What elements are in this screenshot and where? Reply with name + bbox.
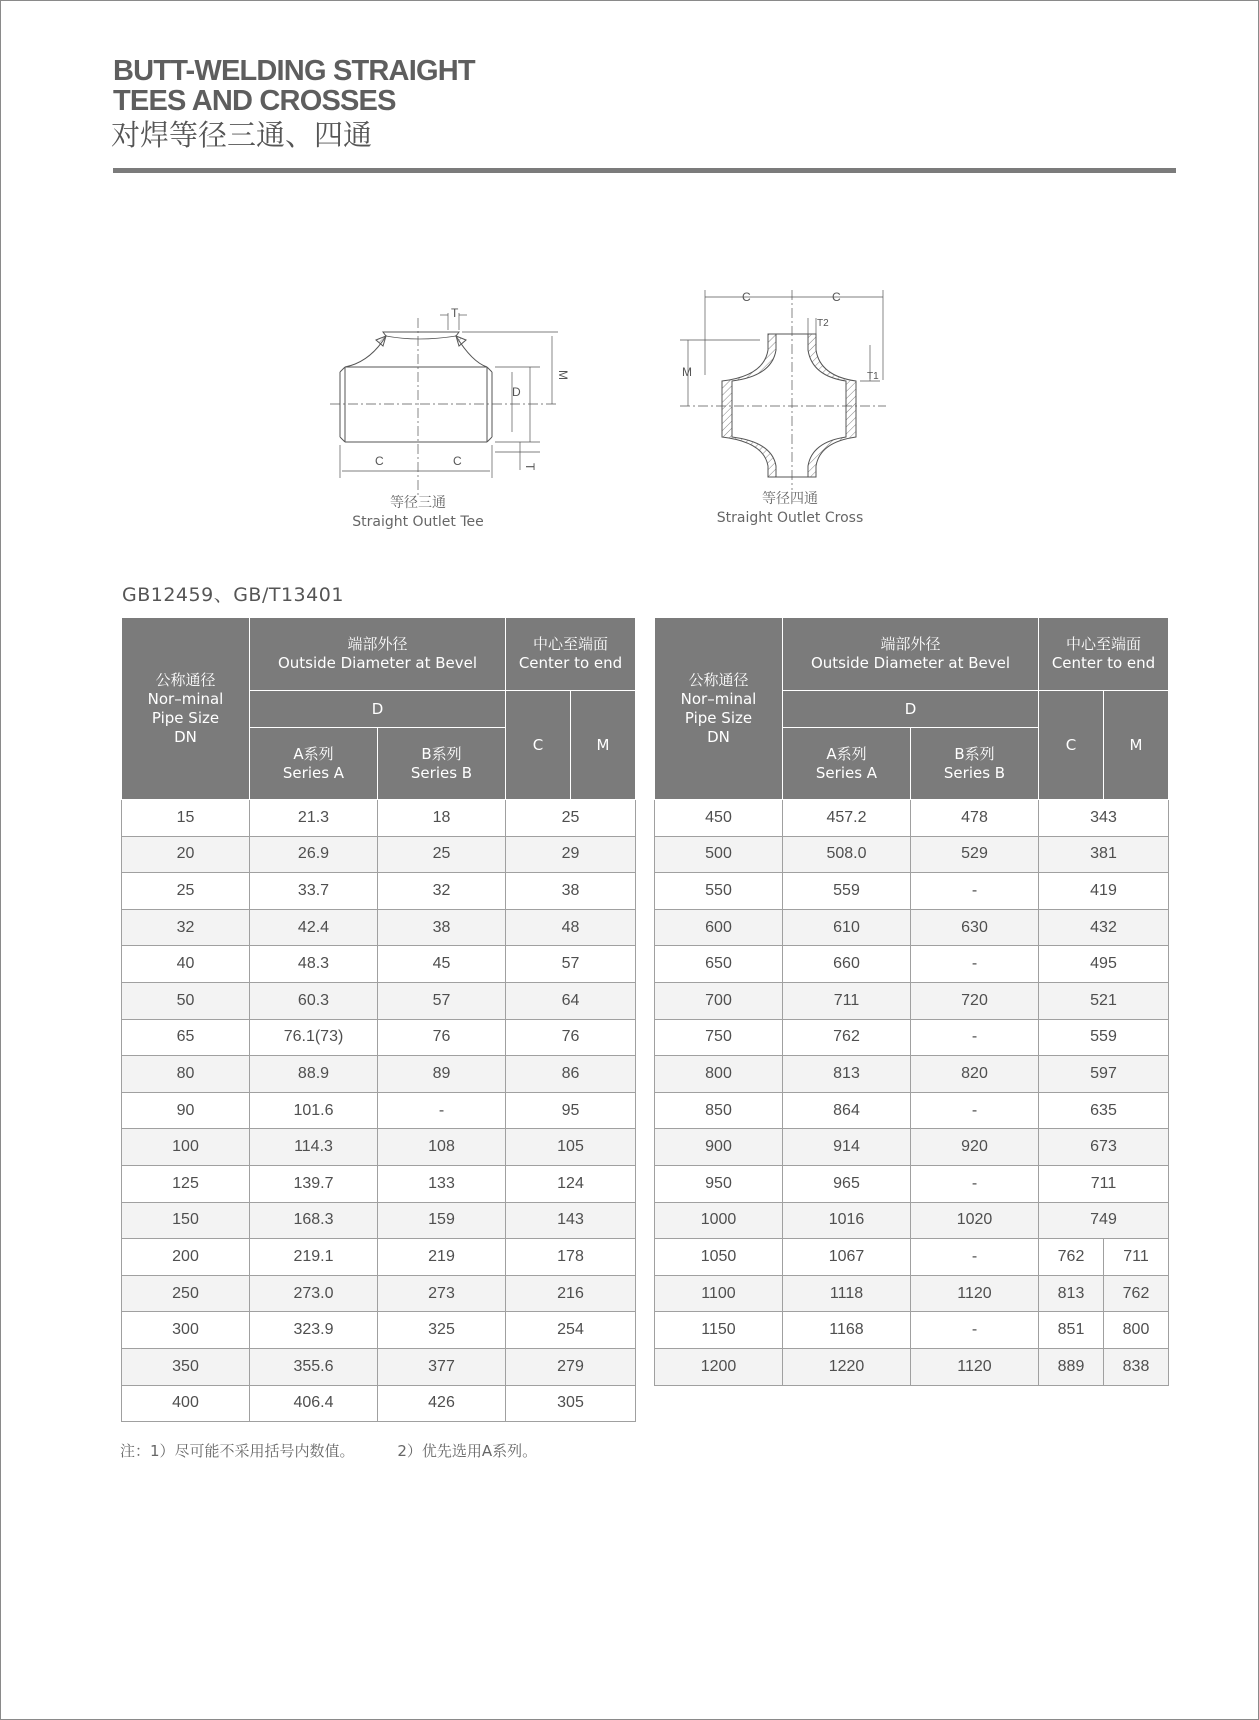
cell-series-a: 559 <box>783 873 911 910</box>
table-row <box>122 1275 636 1312</box>
table-row <box>122 1165 636 1202</box>
cell-dn: 750 <box>655 1019 783 1056</box>
dimension-table-right <box>654 617 1169 1386</box>
header-c: C <box>1039 691 1104 800</box>
header-outside-diameter <box>250 618 506 691</box>
cell-series-b: 820 <box>911 1056 1039 1093</box>
cell-c-m: 48 <box>506 909 636 946</box>
cell-c-m: 521 <box>1039 982 1169 1019</box>
header-dn-cn: 公称通径 <box>155 670 216 689</box>
cell-c-m: 216 <box>506 1275 636 1312</box>
cell-c-m: 559 <box>1039 1019 1169 1056</box>
tee-dim-t-bottom: T <box>523 463 537 471</box>
cell-dn: 40 <box>122 946 250 983</box>
technical-drawings <box>0 0 1259 560</box>
cell-dn: 50 <box>122 982 250 1019</box>
cell-c-m: 343 <box>1039 800 1169 837</box>
cross-dim-t2: T2 <box>817 318 829 329</box>
cell-dn: 80 <box>122 1056 250 1093</box>
header-d: D <box>783 691 1039 728</box>
tee-caption <box>318 494 518 532</box>
cell-c-m: 76 <box>506 1019 636 1056</box>
table-row <box>122 800 636 837</box>
cell-c-m: 95 <box>506 1092 636 1129</box>
cell-dn: 100 <box>122 1129 250 1166</box>
cell-series-a: 101.6 <box>250 1092 378 1129</box>
header-dn-en2: Pipe Size <box>151 708 220 727</box>
header-m: M <box>571 691 636 800</box>
cell-c-m: 57 <box>506 946 636 983</box>
cell-dn: 850 <box>655 1092 783 1129</box>
cell-dn: 950 <box>655 1165 783 1202</box>
cell-series-a: 219.1 <box>250 1239 378 1276</box>
cell-series-a: 33.7 <box>250 873 378 910</box>
cell-series-b: 76 <box>378 1019 506 1056</box>
cell-series-a: 965 <box>783 1165 911 1202</box>
header-outside-diameter <box>783 618 1039 691</box>
table-row <box>122 909 636 946</box>
table-row <box>655 1202 1169 1239</box>
header-ce-en: Center to end <box>1051 654 1156 672</box>
cell-series-b: 18 <box>378 800 506 837</box>
cell-series-a: 610 <box>783 909 911 946</box>
tee-dim-m: M <box>556 370 570 380</box>
header-series-b-cn: B系列 <box>421 744 462 763</box>
cell-series-b: 159 <box>378 1202 506 1239</box>
header-center-to-end <box>1039 618 1169 691</box>
cell-series-a: 60.3 <box>250 982 378 1019</box>
cell-series-a: 88.9 <box>250 1056 378 1093</box>
cell-series-a: 26.9 <box>250 836 378 873</box>
cell-m: 762 <box>1104 1275 1169 1312</box>
table-row <box>122 1092 636 1129</box>
cell-series-b: - <box>911 946 1039 983</box>
cell-m: 838 <box>1104 1348 1169 1385</box>
table-row <box>655 982 1169 1019</box>
table-row <box>655 909 1169 946</box>
cell-series-b: 920 <box>911 1129 1039 1166</box>
cell-dn: 32 <box>122 909 250 946</box>
table-row <box>122 836 636 873</box>
cell-c-m: 711 <box>1039 1165 1169 1202</box>
header-series-b <box>911 728 1039 800</box>
header-ce-cn: 中心至端面 <box>1065 635 1141 653</box>
cell-c-m: 86 <box>506 1056 636 1093</box>
cell-dn: 650 <box>655 946 783 983</box>
table-row <box>122 982 636 1019</box>
cell-series-a: 762 <box>783 1019 911 1056</box>
cell-series-a: 139.7 <box>250 1165 378 1202</box>
dimension-table-left <box>121 617 636 1422</box>
cell-dn: 150 <box>122 1202 250 1239</box>
cell-series-b: 1020 <box>911 1202 1039 1239</box>
cell-c-m: 29 <box>506 836 636 873</box>
cell-c: 813 <box>1039 1275 1104 1312</box>
header-dn-en1: Nor–minal <box>147 689 224 708</box>
cell-series-a: 1016 <box>783 1202 911 1239</box>
cell-series-a: 76.1(73) <box>250 1019 378 1056</box>
tee-dimension-labels <box>375 306 570 471</box>
cell-dn: 200 <box>122 1239 250 1276</box>
standard-reference: GB12459、GB/T13401 <box>122 584 344 606</box>
cell-series-b: - <box>911 1165 1039 1202</box>
header-series-a-en: Series A <box>282 763 345 782</box>
cell-series-b: - <box>911 1312 1039 1349</box>
cell-dn: 500 <box>655 836 783 873</box>
page-title-chinese: 对焊等径三通、四通 <box>111 118 373 152</box>
cross-caption <box>690 490 890 528</box>
table-row <box>122 1202 636 1239</box>
title-line-1: BUTT-WELDING STRAIGHT <box>113 55 475 87</box>
header-dn-cn: 公称通径 <box>688 670 749 689</box>
header-center-to-end <box>506 618 636 691</box>
cell-c-m: 419 <box>1039 873 1169 910</box>
cell-series-a: 1220 <box>783 1348 911 1385</box>
header-ce-en: Center to end <box>518 654 623 672</box>
cell-series-b: 38 <box>378 909 506 946</box>
table-row <box>122 1385 636 1422</box>
cell-dn: 1050 <box>655 1239 783 1276</box>
cell-series-a: 864 <box>783 1092 911 1129</box>
header-nominal-size <box>655 618 783 800</box>
cell-c-m: 279 <box>506 1348 636 1385</box>
cell-series-b: - <box>378 1092 506 1129</box>
table-row <box>655 1165 1169 1202</box>
header-dn-en3: DN <box>174 727 197 746</box>
cell-series-b: - <box>911 1239 1039 1276</box>
table-row <box>655 1239 1169 1276</box>
table-row <box>122 1348 636 1385</box>
cell-series-b: 89 <box>378 1056 506 1093</box>
cell-series-a: 114.3 <box>250 1129 378 1166</box>
cell-c-m: 749 <box>1039 1202 1169 1239</box>
cell-series-b: 377 <box>378 1348 506 1385</box>
cell-series-b: 529 <box>911 836 1039 873</box>
tee-dim-d: D <box>512 385 521 399</box>
header-dn-en1: Nor–minal <box>680 689 757 708</box>
table-body-right <box>655 800 1169 1386</box>
cell-series-a: 42.4 <box>250 909 378 946</box>
cell-dn: 1000 <box>655 1202 783 1239</box>
cell-dn: 400 <box>122 1385 250 1422</box>
cell-series-a: 1067 <box>783 1239 911 1276</box>
header-od-cn: 端部外径 <box>880 635 941 653</box>
cell-dn: 550 <box>655 873 783 910</box>
cell-c-m: 124 <box>506 1165 636 1202</box>
table-row <box>655 1312 1169 1349</box>
cell-c-m: 305 <box>506 1385 636 1422</box>
cell-series-a: 48.3 <box>250 946 378 983</box>
cell-series-b: 57 <box>378 982 506 1019</box>
tee-caption-cn: 等径三通 <box>390 495 446 511</box>
table-row <box>655 1275 1169 1312</box>
tee-dim-t: T <box>451 306 459 320</box>
cell-series-b: 720 <box>911 982 1039 1019</box>
header-m: M <box>1104 691 1169 800</box>
cross-caption-en: Straight Outlet Cross <box>716 510 864 526</box>
cell-series-b: 630 <box>911 909 1039 946</box>
tee-dim-c-right: C <box>453 454 462 468</box>
header-nominal-size <box>122 618 250 800</box>
cell-c-m: 143 <box>506 1202 636 1239</box>
cell-c: 762 <box>1039 1239 1104 1276</box>
header-series-b-en: Series B <box>410 763 473 782</box>
cell-c-m: 254 <box>506 1312 636 1349</box>
cell-dn: 90 <box>122 1092 250 1129</box>
cross-dim-c-right: C <box>832 290 841 304</box>
header-series-b <box>378 728 506 800</box>
header-series-a <box>250 728 378 800</box>
table-row <box>122 1312 636 1349</box>
cell-c-m: 495 <box>1039 946 1169 983</box>
header-dn-en2: Pipe Size <box>684 708 753 727</box>
header-series-a-en: Series A <box>815 763 878 782</box>
cell-c-m: 105 <box>506 1129 636 1166</box>
cell-c: 889 <box>1039 1348 1104 1385</box>
cell-series-a: 914 <box>783 1129 911 1166</box>
header-od-en: Outside Diameter at Bevel <box>810 654 1011 672</box>
cell-series-a: 660 <box>783 946 911 983</box>
cell-series-b: 426 <box>378 1385 506 1422</box>
cell-series-b: - <box>911 1092 1039 1129</box>
cell-c-m: 597 <box>1039 1056 1169 1093</box>
cell-series-a: 323.9 <box>250 1312 378 1349</box>
cell-series-b: 1120 <box>911 1348 1039 1385</box>
cell-series-a: 508.0 <box>783 836 911 873</box>
table-row <box>655 1019 1169 1056</box>
cell-series-a: 457.2 <box>783 800 911 837</box>
cell-c-m: 178 <box>506 1239 636 1276</box>
cross-drawing <box>680 290 886 490</box>
table-row <box>122 1129 636 1166</box>
cell-dn: 1200 <box>655 1348 783 1385</box>
cell-c-m: 25 <box>506 800 636 837</box>
cell-dn: 25 <box>122 873 250 910</box>
cell-series-a: 355.6 <box>250 1348 378 1385</box>
cell-c-m: 64 <box>506 982 636 1019</box>
cell-series-a: 1168 <box>783 1312 911 1349</box>
cell-series-a: 1118 <box>783 1275 911 1312</box>
cross-dim-c-left: C <box>742 290 751 304</box>
footnote-2: 2）优先选用A系列。 <box>397 1442 538 1460</box>
table-row <box>655 800 1169 837</box>
cross-dim-m: M <box>682 365 692 379</box>
footnote-1: 注：1）尽可能不采用括号内数值。 <box>120 1442 355 1460</box>
cell-series-b: 219 <box>378 1239 506 1276</box>
cell-dn: 20 <box>122 836 250 873</box>
header-series-a-cn: A系列 <box>293 744 334 763</box>
table-row <box>122 873 636 910</box>
header-series-a <box>783 728 911 800</box>
cross-dim-t1: T1 <box>867 371 879 382</box>
cell-series-b: 478 <box>911 800 1039 837</box>
cell-dn: 300 <box>122 1312 250 1349</box>
cell-series-a: 813 <box>783 1056 911 1093</box>
tee-dim-c-left: C <box>375 454 384 468</box>
cell-dn: 15 <box>122 800 250 837</box>
header-d: D <box>250 691 506 728</box>
table-row <box>655 946 1169 983</box>
cell-series-b: 108 <box>378 1129 506 1166</box>
header-ce-cn: 中心至端面 <box>532 635 608 653</box>
cell-m: 711 <box>1104 1239 1169 1276</box>
table-row <box>655 1092 1169 1129</box>
header-c: C <box>506 691 571 800</box>
cell-series-b: 32 <box>378 873 506 910</box>
cell-series-b: - <box>911 873 1039 910</box>
title-line-2: TEES AND CROSSES <box>113 85 396 117</box>
header-series-b-cn: B系列 <box>954 744 995 763</box>
cell-series-a: 273.0 <box>250 1275 378 1312</box>
cell-dn: 600 <box>655 909 783 946</box>
cross-caption-cn: 等径四通 <box>762 491 818 507</box>
table-row <box>655 1348 1169 1385</box>
table-row <box>655 836 1169 873</box>
table-body-left <box>122 800 636 1422</box>
cell-series-b: 1120 <box>911 1275 1039 1312</box>
cell-series-b: 45 <box>378 946 506 983</box>
header-series-b-en: Series B <box>943 763 1006 782</box>
cell-series-b: 325 <box>378 1312 506 1349</box>
table-row <box>122 1239 636 1276</box>
cell-series-a: 406.4 <box>250 1385 378 1422</box>
header-dn-en3: DN <box>707 727 730 746</box>
cell-series-b: 273 <box>378 1275 506 1312</box>
cell-series-b: 133 <box>378 1165 506 1202</box>
cell-dn: 450 <box>655 800 783 837</box>
cell-series-b: - <box>911 1019 1039 1056</box>
table-row <box>655 1056 1169 1093</box>
cell-c-m: 381 <box>1039 836 1169 873</box>
cell-dn: 125 <box>122 1165 250 1202</box>
cell-c-m: 38 <box>506 873 636 910</box>
footnote <box>120 1440 575 1461</box>
cell-dn: 350 <box>122 1348 250 1385</box>
cell-series-a: 21.3 <box>250 800 378 837</box>
cell-dn: 250 <box>122 1275 250 1312</box>
cell-series-a: 168.3 <box>250 1202 378 1239</box>
table-row <box>122 946 636 983</box>
header-od-cn: 端部外径 <box>347 635 408 653</box>
cell-c-m: 635 <box>1039 1092 1169 1129</box>
cell-dn: 700 <box>655 982 783 1019</box>
cell-c: 851 <box>1039 1312 1104 1349</box>
cell-dn: 1150 <box>655 1312 783 1349</box>
cell-c-m: 673 <box>1039 1129 1169 1166</box>
cell-dn: 1100 <box>655 1275 783 1312</box>
header-od-en: Outside Diameter at Bevel <box>277 654 478 672</box>
tee-caption-en: Straight Outlet Tee <box>352 514 484 530</box>
table-row <box>122 1019 636 1056</box>
cell-dn: 65 <box>122 1019 250 1056</box>
cell-dn: 800 <box>655 1056 783 1093</box>
cell-m: 800 <box>1104 1312 1169 1349</box>
cell-dn: 900 <box>655 1129 783 1166</box>
table-row <box>655 873 1169 910</box>
cell-c-m: 432 <box>1039 909 1169 946</box>
header-series-a-cn: A系列 <box>826 744 867 763</box>
table-row <box>122 1056 636 1093</box>
cell-series-b: 25 <box>378 836 506 873</box>
table-row <box>655 1129 1169 1166</box>
cell-series-a: 711 <box>783 982 911 1019</box>
